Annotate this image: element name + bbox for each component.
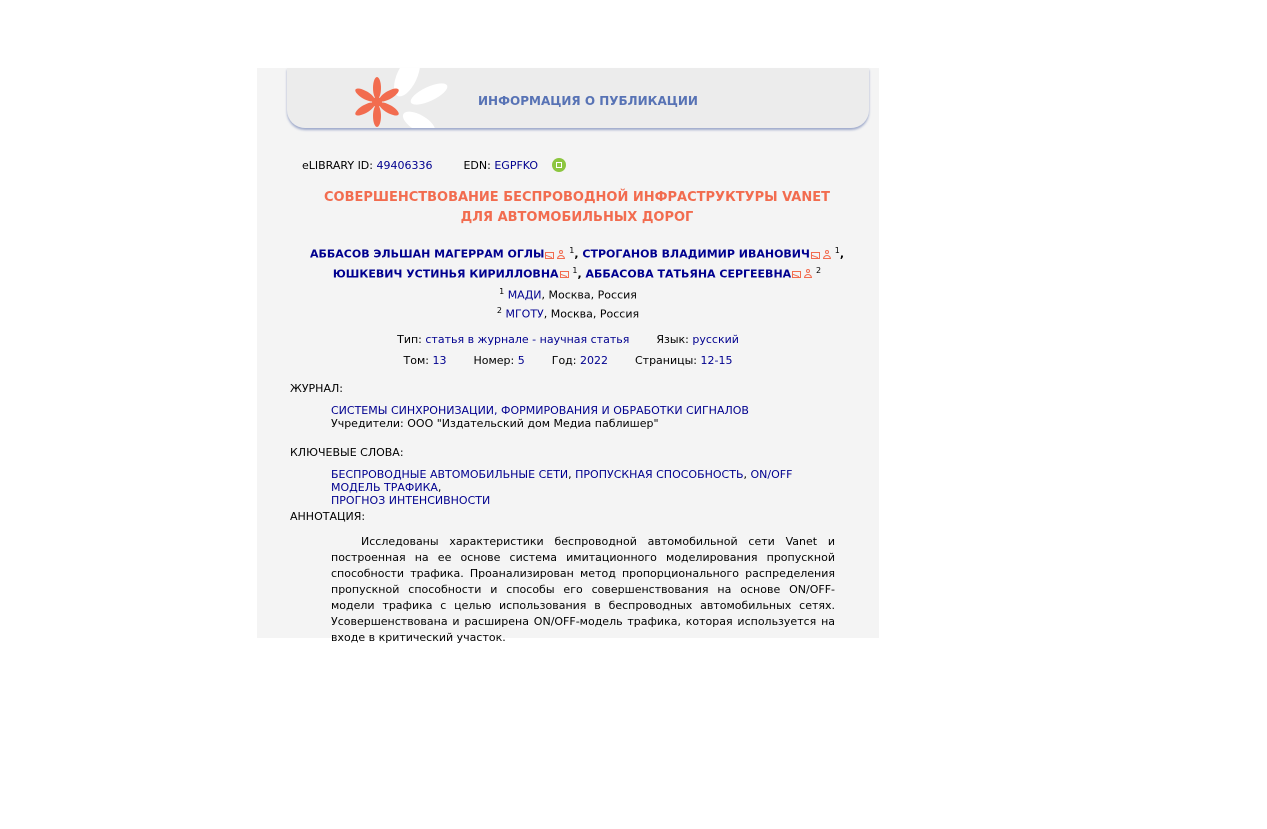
edn-link[interactable]: EGPFKO xyxy=(494,159,539,172)
keywords-label: КЛЮЧЕВЫЕ СЛОВА: xyxy=(290,446,404,459)
email-icon[interactable] xyxy=(545,252,554,259)
author-link[interactable]: АББАСОВА ТАТЬЯНА СЕРГЕЕВНА xyxy=(585,267,792,281)
email-icon[interactable] xyxy=(811,252,820,259)
journal-founders: Учредители: ООО "Издательский дом Медиа паблишер" xyxy=(331,417,659,430)
edn-label: EDN: xyxy=(463,159,491,172)
affiliation-link[interactable]: МГОТУ xyxy=(505,307,544,321)
header-bar xyxy=(287,68,869,128)
affiliation-place: , Москва, Россия xyxy=(543,307,640,321)
affiliation-item xyxy=(257,303,879,322)
issue-link[interactable]: 5 xyxy=(517,354,525,367)
author-affil-num: 1 xyxy=(569,246,575,255)
authors-list: АББАСОВ ЭЛЬШАН МАГЕРРАМ ОГЛЫ $^1$, СТРОГАНОВ ВЛАДИМИР ИВАНОВИЧ $^1$, ЮШКЕВИЧ УСТИНЬЯ КИРИЛЛОВНА $^1$, АББАСОВА ТАТЬЯНА СЕРГЕЕВНА $^2$ xyxy=(309,246,845,281)
affiliation-num: 1 xyxy=(499,287,505,296)
language-value: русский xyxy=(692,333,739,346)
pages-label: Страницы: xyxy=(634,354,698,367)
language-label: Язык: xyxy=(656,333,689,346)
abstract-label: АННОТАЦИЯ: xyxy=(290,510,366,523)
volume-row xyxy=(257,354,879,367)
journal-label: ЖУРНАЛ: xyxy=(290,382,343,395)
meta-row xyxy=(302,158,566,172)
affiliations xyxy=(257,284,879,321)
keyword-link[interactable]: ON/OFF МОДЕЛЬ ТРАФИКА xyxy=(331,468,793,494)
issue-label: Номер: xyxy=(473,354,515,367)
elibrary-id-link[interactable]: 49406336 xyxy=(376,159,433,172)
qr-code-icon[interactable] xyxy=(552,158,566,172)
type-row xyxy=(257,333,879,346)
type-value: статья в журнале - научная статья xyxy=(425,333,630,346)
email-icon[interactable] xyxy=(792,271,801,278)
author-affil-num: 2 xyxy=(816,265,822,275)
author-link[interactable]: АББАСОВ ЭЛЬШАН МАГЕРРАМ ОГЛЫ xyxy=(309,247,545,261)
author-link[interactable]: СТРОГАНОВ ВЛАДИМИР ИВАНОВИЧ xyxy=(582,247,810,261)
publication-panel xyxy=(257,68,879,644)
header-title: ИНФОРМАЦИЯ О ПУБЛИКАЦИИ xyxy=(478,94,698,108)
author-profile-icon[interactable] xyxy=(557,250,565,259)
keyword-link[interactable]: ПРОПУСКНАЯ СПОСОБНОСТЬ xyxy=(575,468,744,481)
year-label: Год: xyxy=(551,354,577,367)
journal-link[interactable]: СИСТЕМЫ СИНХРОНИЗАЦИИ, ФОРМИРОВАНИЯ И ОБРАБОТКИ СИГНАЛОВ xyxy=(331,404,749,417)
email-icon[interactable] xyxy=(560,271,569,278)
abstract-text: Исследованы характеристики беспроводной автомобильной сети Vanet и построенная на ее основе система имитационного моделирования пропускной способности трафика. Проанализирован метод пропорционального распределения пропускной способности и способы его совершенствования на основе ON/OFF-модели трафика с целью использования в беспроводных автомобильных сетях. Усовершенствована и расширена ON/OFF-модель трафика, которая используется на входе в критический участок. xyxy=(331,535,835,644)
elibrary-label: eLIBRARY ID: xyxy=(302,159,373,172)
volume-link[interactable]: 13 xyxy=(432,354,447,367)
type-label: Тип: xyxy=(397,333,422,346)
journal-block xyxy=(331,404,836,430)
author-profile-icon[interactable] xyxy=(823,250,831,259)
keywords-block: БЕСПРОВОДНЫЕ АВТОМОБИЛЬНЫЕ СЕТИ, ПРОПУСКНАЯ СПОСОБНОСТЬ, ON/OFF МОДЕЛЬ ТРАФИКА, ПРОГНОЗ ИНТЕНСИВНОСТИ xyxy=(331,468,793,507)
author-link[interactable]: ЮШКЕВИЧ УСТИНЬЯ КИРИЛЛОВНА xyxy=(332,267,559,281)
article-title: СОВЕРШЕНСТВОВАНИЕ БЕСПРОВОДНОЙ ИНФРАСТРУКТУРЫ VANET ДЛЯ АВТОМОБИЛЬНЫХ ДОРОГ xyxy=(323,190,830,225)
affiliation-num: 2 xyxy=(496,305,502,315)
author-affil-num: 1 xyxy=(572,265,578,275)
pages-value: 12-15 xyxy=(700,354,733,367)
affiliation-item xyxy=(257,284,879,303)
volume-label: Том: xyxy=(403,354,429,367)
affiliation-place: , Москва, Россия xyxy=(541,288,637,302)
keyword-link[interactable]: ПРОГНОЗ ИНТЕНСИВНОСТИ xyxy=(331,494,491,507)
affiliation-link[interactable]: МАДИ xyxy=(507,288,542,302)
author-affil-num: 1 xyxy=(834,246,840,255)
keyword-link[interactable]: БЕСПРОВОДНЫЕ АВТОМОБИЛЬНЫЕ СЕТИ xyxy=(331,468,569,481)
year-value: 2022 xyxy=(579,354,608,367)
author-profile-icon[interactable] xyxy=(804,269,812,278)
